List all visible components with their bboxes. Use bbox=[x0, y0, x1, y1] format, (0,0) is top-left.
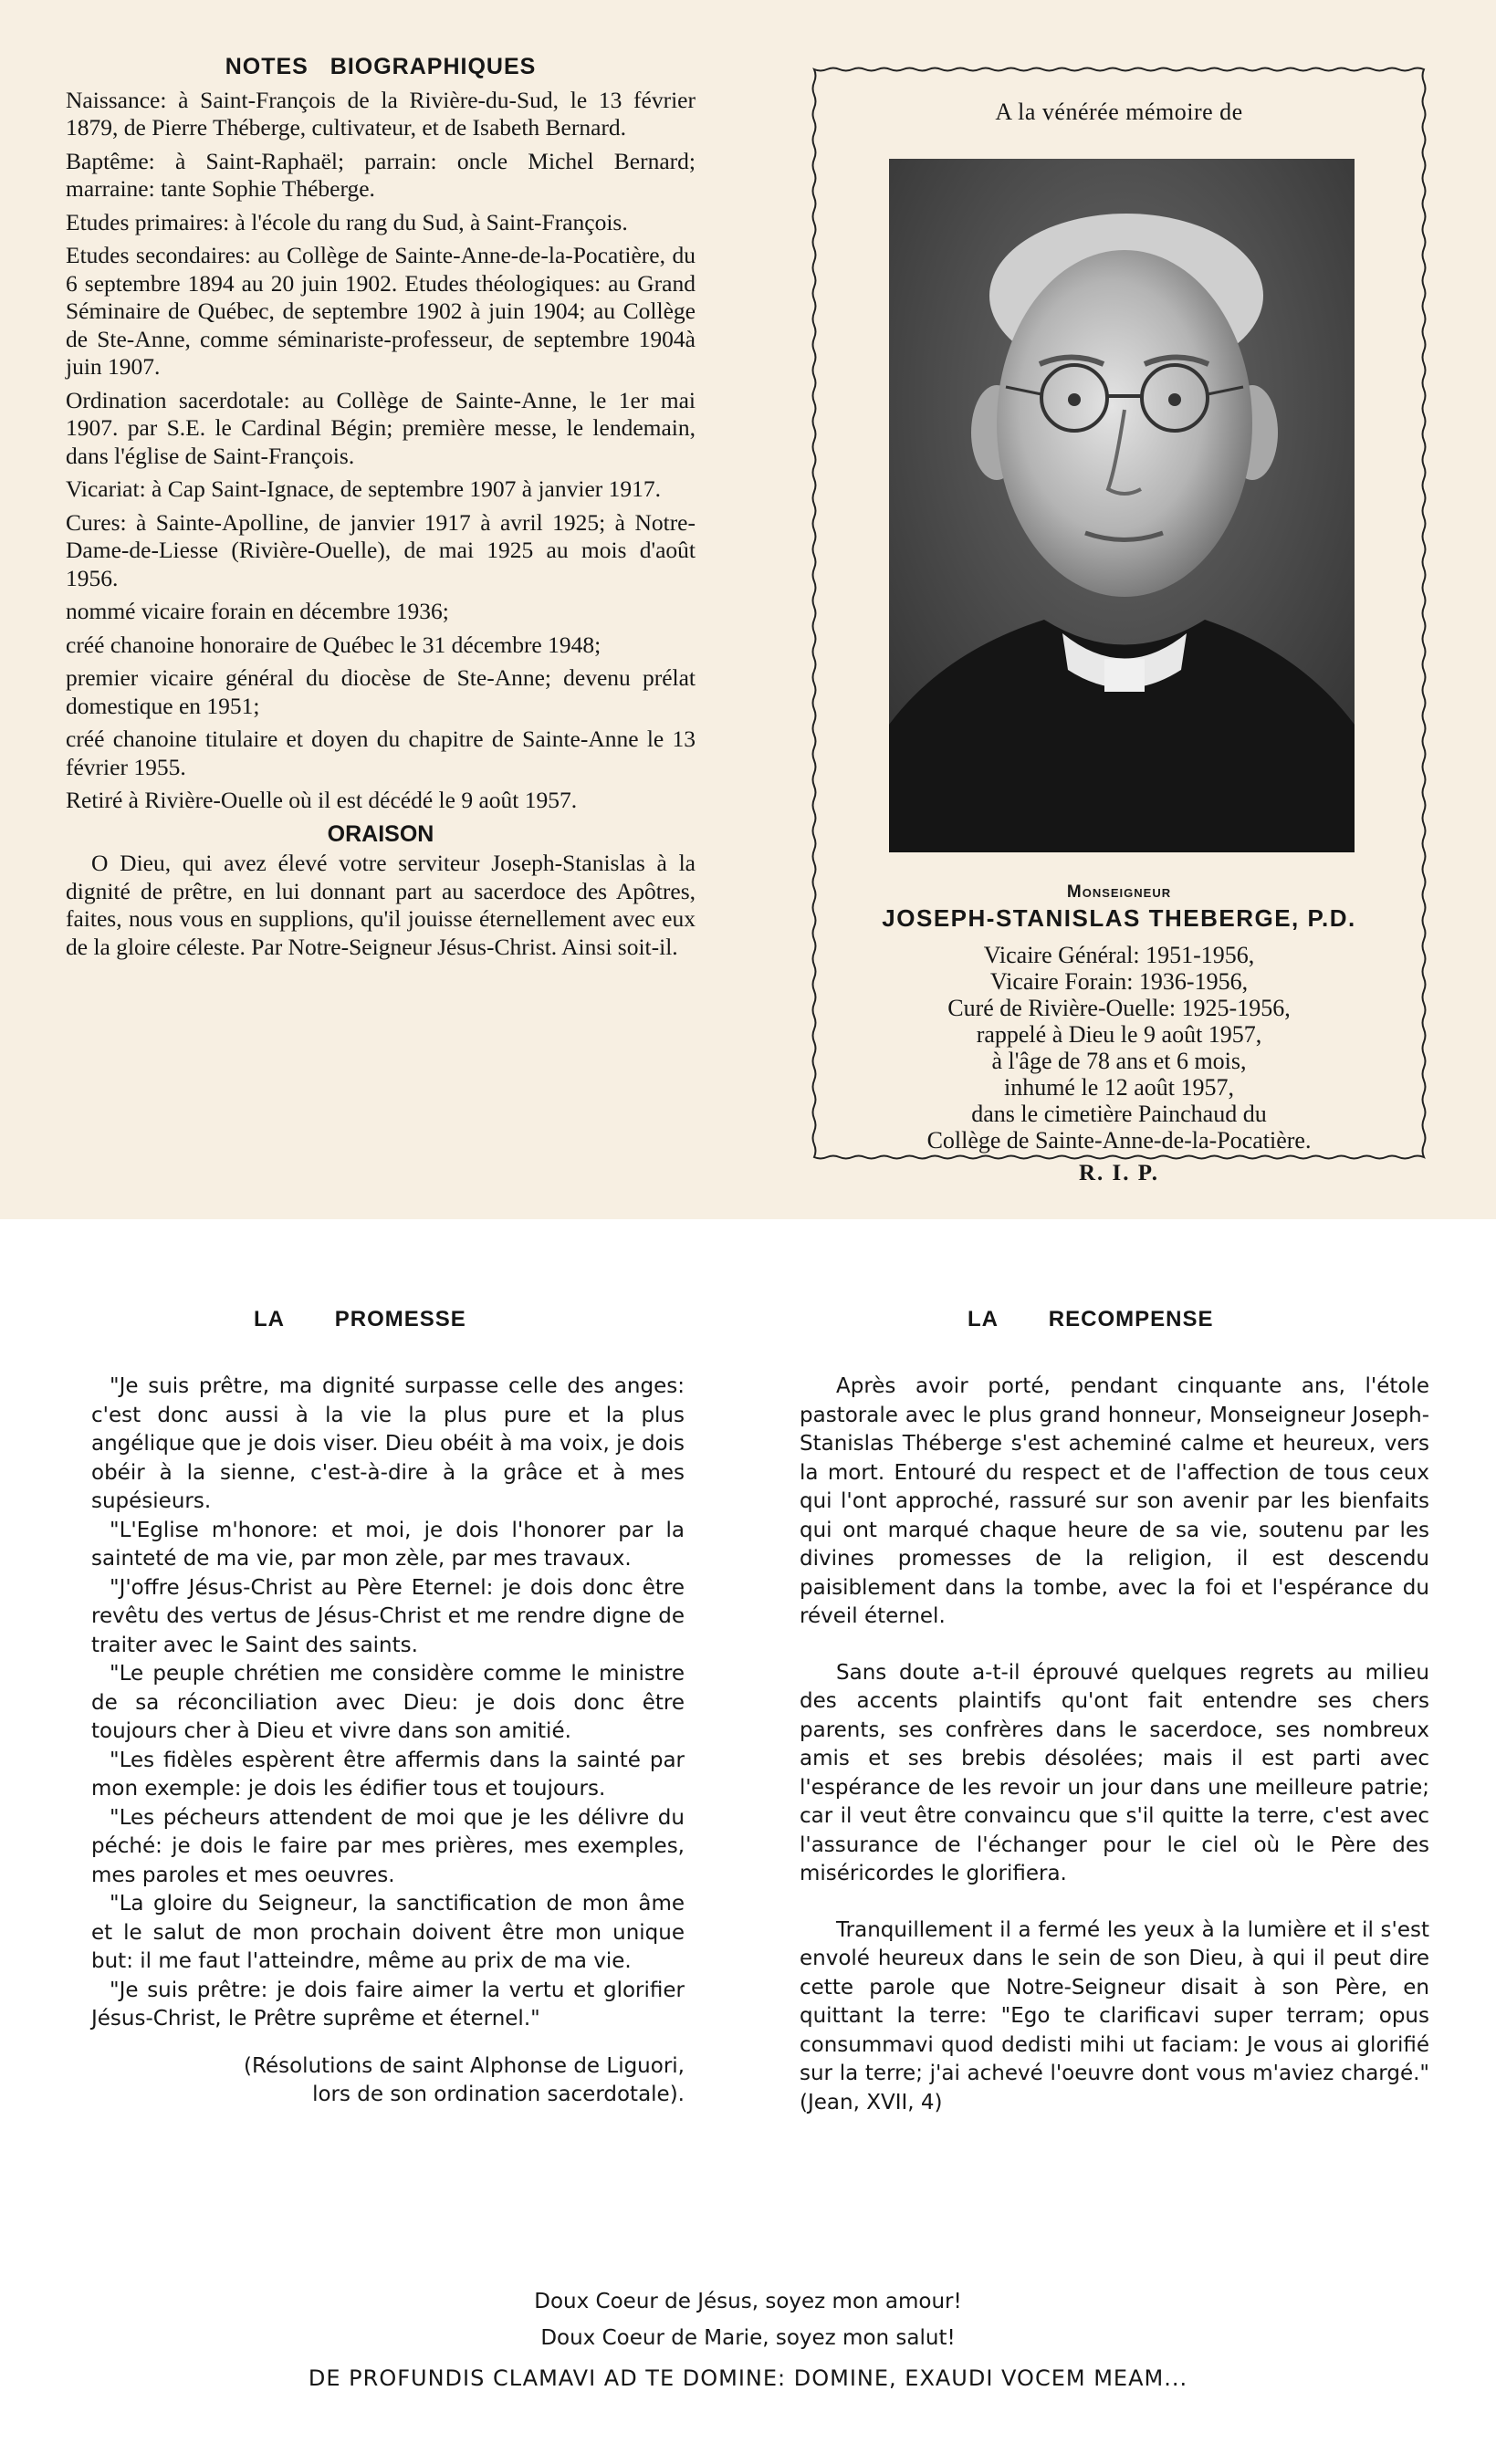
recompense-heading: LA RECOMPENSE bbox=[968, 1307, 1214, 1331]
memorial-lines bbox=[811, 942, 1428, 1154]
attribution-line: lors de son ordination sacerdotale). bbox=[312, 2083, 685, 2106]
promesse-section bbox=[91, 1373, 685, 2110]
memorial-line: Vicaire Général: 1951-1956, bbox=[983, 942, 1255, 968]
bio-heading: NOTES BIOGRAPHIQUES bbox=[225, 54, 537, 79]
memorial-card bbox=[811, 66, 1428, 1185]
bio-paragraph: Ordination sacerdotale: au Collège de Sainte-Anne, le 1er mai 1907. par S.E. le Cardinal Bégin; première messe, le lendemain, dans l'église de Saint-François. bbox=[66, 386, 696, 469]
dedication-line: A la vénérée mémoire de bbox=[995, 99, 1243, 125]
oraison-heading: ORAISON bbox=[327, 820, 434, 847]
attribution-line: (Résolutions de saint Alphonse de Liguori, bbox=[244, 2053, 685, 2078]
recompense-section bbox=[800, 1373, 1429, 2145]
memorial-caption bbox=[811, 882, 1428, 1186]
bio-paragraph: premier vicaire général du diocèse de Ste-Anne; devenu prélat domestique en 1951; bbox=[66, 664, 696, 719]
closing-prayers bbox=[0, 2283, 1496, 2391]
bio-paragraph: Naissance: à Saint-François de la Rivière-du-Sud, le 13 février 1879, de Pierre Théberge, cultivateur, et de Isabeth Bernard. bbox=[66, 86, 696, 141]
promesse-paragraph: "J'offre Jésus-Christ au Père Eternel: je dois donc être revêtu des vertus de Jésus-Christ et me rendre digne de traiter avec le Saint des saints. bbox=[91, 1575, 685, 1657]
oraison-text: O Dieu, qui avez élevé votre serviteur Joseph-Stanislas à la dignité de prêtre, en lui donnant part au sacerdoce des Apôtres, faites, nous vous en supplions, qu'il jouisse éternellement avec eux de la gloire céleste. Par Notre-Seigneur Jésus-Christ. Ainsi soit-il. bbox=[66, 850, 696, 960]
memorial-line: dans le cimetière Painchaud du bbox=[971, 1101, 1267, 1127]
promesse-paragraph: "Je suis prêtre: je dois faire aimer la vertu et glorifier Jésus-Christ, le Prêtre suprême et éternel." bbox=[91, 1978, 685, 2031]
promesse-paragraph: "Les pécheurs attendent de moi que je les délivre du péché: je dois le faire par mes prières, mes exemples, mes paroles et mes oeuvres. bbox=[91, 1805, 685, 1887]
promesse-paragraph: "Les fidèles espèrent être affermis dans la sainté par mon exemple: je dois les édifier tous et toujours. bbox=[91, 1748, 685, 1801]
bio-paragraph: Baptême: à Saint-Raphaël; parrain: oncle Michel Bernard; marraine: tante Sophie Théberge. bbox=[66, 147, 696, 202]
memorial-line: inhumé le 12 août 1957, bbox=[1003, 1074, 1234, 1101]
memorial-line: à l'âge de 78 ans et 6 mois, bbox=[991, 1048, 1247, 1074]
honorific: Monseigneur bbox=[1066, 882, 1172, 902]
memorial-line: Vicaire Forain: 1936-1956, bbox=[989, 968, 1249, 995]
bio-paragraph: créé chanoine honoraire de Québec le 31 décembre 1948; bbox=[66, 631, 602, 658]
promesse-heading: LA PROMESSE bbox=[254, 1307, 466, 1331]
promesse-paragraph: "L'Eglise m'honore: et moi, je dois l'honorer par la sainteté de ma vie, par mon zèle, par mes travaux. bbox=[91, 1518, 685, 1571]
promesse-paragraph: "La gloire du Seigneur, la sanctification de mon âme et le salut de mon prochain doivent être mon unique but: il me faut l'atteindre, même au prix de ma vie. bbox=[91, 1892, 685, 1973]
recompense-paragraph: Après avoir porté, pendant cinquante ans, l'étole pastorale avec le plus grand honneur, Monseigneur Joseph-Stanislas Théberge s'est acheminé calme et heureux, vers la mort. Entouré du respect et de l'affection de tous ceux qui l'ont approché, rassuré sur son avenir par les bienfaits qui ont marqué chaque heure de sa vie, soutenu par les divines promesses de la religion, il est descendu paisiblement dans la tombe, avec la foi et l'espérance du réveil éternel. bbox=[800, 1374, 1429, 1628]
de-profundis-line: DE PROFUNDIS CLAMAVI AD TE DOMINE: DOMINE, EXAUDI VOCEM MEAM... bbox=[308, 2365, 1188, 2391]
portrait-photo bbox=[889, 159, 1355, 852]
recompense-paragraph: Sans doute a-t-il éprouvé quelques regrets au milieu des accents plaintifs qu'ont fait entendre ses chers parents, ses confrères dans le sacerdoce, ses nombreux amis et ses brebis désolées; mais il est parti avec l'espérance de les revoir un jour dans une meilleure patrie; car il veut être convaincu que s'il quitte la terre, c'est avec l'assurance de l'échanger pour le ciel où le Père des miséricordes le glorifiera. bbox=[800, 1660, 1429, 1885]
bio-paragraph: Retiré à Rivière-Ouelle où il est décédé le 9 août 1957. bbox=[66, 787, 578, 813]
closing-line: Doux Coeur de Jésus, soyez mon amour! bbox=[534, 2290, 962, 2313]
recompense-paragraph: Tranquillement il a fermé les yeux à la lumière et il s'est envolé heureux dans le sein de son Dieu, à qui il peut dire cette parole que Notre-Seigneur disait à son Père, en quittant la terre: "Ego te clarificavi super terram; opus consummavi quod dedisti mihi ut faciam: Je vous ai glorifié sur la terre; j'ai achevé l'oeuvre dont vous m'aviez chargé." (Jean, XVII, 4) bbox=[800, 1917, 1429, 2114]
memorial-line: rappelé à Dieu le 9 août 1957, bbox=[976, 1021, 1262, 1048]
bio-paragraph: nommé vicaire forain en décembre 1936; bbox=[66, 598, 449, 624]
deceased-name: JOSEPH-STANISLAS THEBERGE, P.D. bbox=[882, 904, 1356, 932]
bio-paragraph: Cures: à Sainte-Apolline, de janvier 1917 à avril 1925; à Notre-Dame-de-Liesse (Rivière-Ouelle), de mai 1925 au mois d'août 1956. bbox=[66, 508, 696, 591]
bio-paragraph: Vicariat: à Cap Saint-Ignace, de septembre 1907 à janvier 1917. bbox=[66, 475, 662, 502]
promesse-paragraph: "Le peuple chrétien me considère comme le ministre de sa réconciliation avec Dieu: je dois donc être toujours cher à Dieu et vivre dans son amitié. bbox=[91, 1662, 685, 1743]
memorial-line: Curé de Rivière-Ouelle: 1925-1956, bbox=[947, 995, 1291, 1021]
promesse-paragraph: "Je suis prêtre, ma dignité surpasse celle des anges: c'est donc aussi à la vie la plus pure et la plus angélique que je dois viser. Dieu obéit à ma voix, je dois obéir à la sienne, c'est-à-dire à la grâce et à mes supésieurs. bbox=[91, 1374, 685, 1513]
promesse-attribution bbox=[91, 2052, 685, 2110]
closing-line: Doux Coeur de Marie, soyez mon salut! bbox=[540, 2326, 956, 2350]
bio-paragraph: créé chanoine titulaire et doyen du chapitre de Sainte-Anne le 13 février 1955. bbox=[66, 726, 696, 780]
rip-text: R. I. P. bbox=[1078, 1161, 1159, 1185]
bio-paragraph: Etudes primaires: à l'école du rang du Sud, à Saint-François. bbox=[66, 208, 628, 235]
bio-paragraph: Etudes secondaires: au Collège de Sainte-Anne-de-la-Pocatière, du 6 septembre 1894 au 20 juin 1902. Etudes théologiques: au Grand Séminaire de Québec, de septembre 1902 à juin 1904; au Collège de Ste-Anne, comme séminariste-professeur, de septembre 1904à juin 1907. bbox=[66, 242, 696, 380]
biographical-notes bbox=[66, 53, 696, 966]
portrait-figure bbox=[889, 159, 1355, 852]
memorial-line: Collège de Sainte-Anne-de-la-Pocatière. bbox=[926, 1127, 1312, 1154]
